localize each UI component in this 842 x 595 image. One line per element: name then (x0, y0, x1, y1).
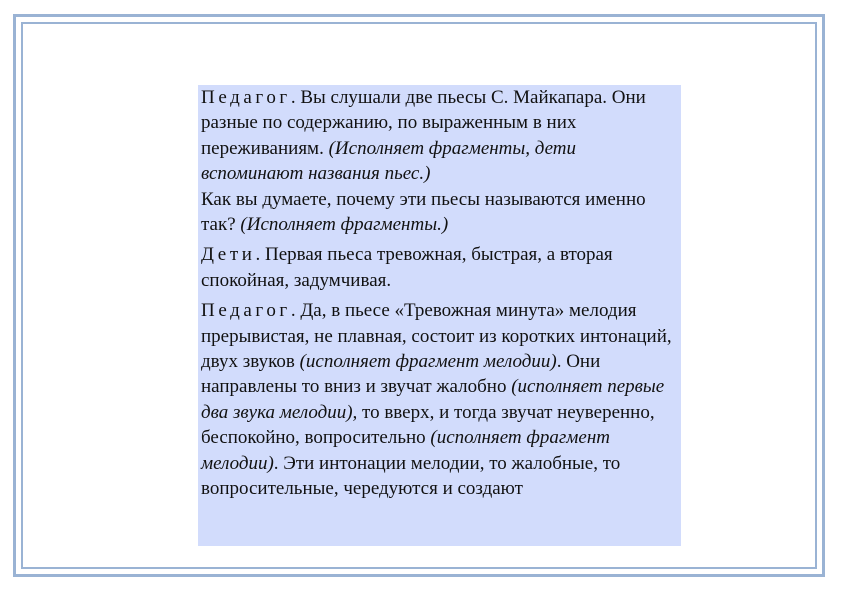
stage-direction: (исполняет первые два звука мелодии), (201, 376, 665, 423)
paragraph-teacher-question (201, 187, 678, 238)
paragraph-teacher-explanation (201, 298, 678, 501)
stage-direction: (Исполняет фрагменты, дети вспоминают названия пьес.) (201, 137, 577, 185)
paragraph-text: Как вы думаете, почему эти пьесы называются именно так? (201, 188, 646, 236)
paragraph-text: то вверх, и тогда звучат неуверенно, беспокойно, вопросительно (201, 401, 655, 449)
paragraph-children-answer (201, 242, 678, 293)
stage-direction: (исполняет фрагмент мелодии) (201, 427, 611, 474)
dialogue-text-box (198, 85, 681, 546)
stage-direction: (исполняет фрагмент мелодии) (299, 351, 557, 373)
paragraph-teacher-intro (201, 85, 678, 187)
paragraph-text: . Эти интонации мелодии, то жалобные, то вопросительные, чередуются и создают (201, 452, 621, 500)
speaker-name: Педагог (201, 300, 291, 322)
paragraph-text: . Они направлены то вниз и звучат жалобно (201, 351, 601, 398)
stage-direction: (Исполняет фрагменты.) (240, 214, 449, 236)
paragraph-text: . Вы слушали две пьесы С. Майкапара. Они разные по содержанию, по выраженным в них переживаниям. (201, 87, 646, 159)
speaker-name: Дети (201, 244, 256, 266)
speaker-name: Педагог (201, 87, 291, 108)
paragraph-text: . Да, в пьесе «Тревожная минута» мелодия прерывистая, не плавная, состоит из коротких интонаций, двух звуков (201, 300, 672, 373)
paragraph-text: . Первая пьеса тревожная, быстрая, а вторая спокойная, задумчивая. (201, 244, 613, 291)
